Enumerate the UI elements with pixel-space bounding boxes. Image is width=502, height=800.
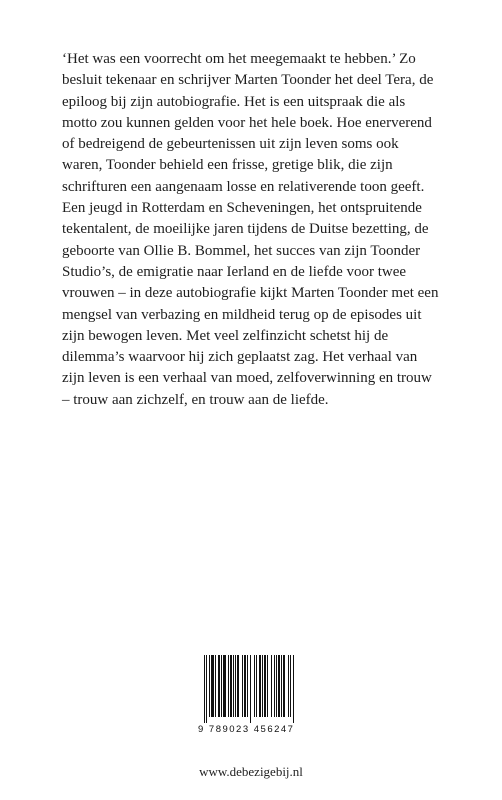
isbn-number: 9 789023 456247 — [198, 724, 295, 735]
barcode-bar — [228, 655, 229, 717]
barcode-bar — [259, 655, 261, 717]
barcode-bar — [254, 655, 255, 717]
barcode-bar — [281, 655, 282, 717]
barcode-bar — [211, 655, 214, 717]
barcode-bar — [271, 655, 272, 717]
barcode-bar — [221, 655, 222, 717]
isbn-barcode — [198, 655, 308, 745]
barcode-bar — [256, 655, 257, 717]
barcode-bar — [274, 655, 275, 717]
barcode-bar — [242, 655, 243, 717]
barcode-bar — [209, 655, 210, 717]
barcode-bar — [223, 655, 226, 717]
barcode-bar — [230, 655, 232, 717]
publisher-website: www.debezigebij.nl — [199, 764, 303, 779]
barcode-bar — [247, 655, 248, 717]
barcode-bar — [267, 655, 268, 717]
barcode-bar — [288, 655, 289, 717]
barcode-bar — [237, 655, 239, 717]
barcode-bar — [218, 655, 220, 717]
barcode-bar — [276, 655, 277, 717]
barcode-bar — [204, 655, 205, 723]
barcode-bar — [290, 655, 291, 717]
barcode-bar — [262, 655, 263, 717]
barcode-bar — [293, 655, 294, 723]
barcode-bar — [235, 655, 236, 717]
barcode-bar — [278, 655, 280, 717]
barcode-bar — [206, 655, 207, 723]
barcode-bar — [250, 655, 251, 723]
barcode-bar — [244, 655, 246, 717]
barcode-bar — [233, 655, 234, 717]
back-cover-blurb — [62, 49, 442, 411]
blurb-paragraph-1: ‘Het was een voorrecht om het meegemaakt te hebben.’ Zo besluit tekenaar en schrijver Marten Toonder het deel Tera, de epiloog bij zijn autobiografie. Het is een uitspraak die als motto zou kunnen gelden voor het hele boek. Hoe enerverend of bedreigend de gebeurtenissen uit zijn leven soms ook waren, Toonder behield een frisse, gretige blik, die zijn schrifturen een aangenaam losse en relativerende toon geeft. — [62, 51, 434, 195]
barcode-bar — [283, 655, 285, 717]
barcode-bar — [215, 655, 216, 717]
barcode-bar — [264, 655, 266, 717]
barcode-bars — [198, 655, 308, 723]
blurb-paragraph-2: Een jeugd in Rotterdam en Scheveningen, het ontspruitende tekentalent, de moeilijke jaren tijdens de Duitse bezetting, de geboorte van Ollie B. Bommel, het succes van zijn Toonder Studio’s, de emigratie naar Ierland en de liefde voor twee vrouwen – in deze autobiografie kijkt Marten Toonder met een mengsel van verbazing en mildheid terug op de episodes uit zijn bewogen leven. Met veel zelfinzicht schetst hij de dilemma’s waarvoor hij zich geplaatst zag. Het verhaal van zijn leven is een verhaal van moed, zelfoverwinning en trouw – trouw aan zichzelf, en trouw aan de liefde. — [62, 200, 439, 408]
